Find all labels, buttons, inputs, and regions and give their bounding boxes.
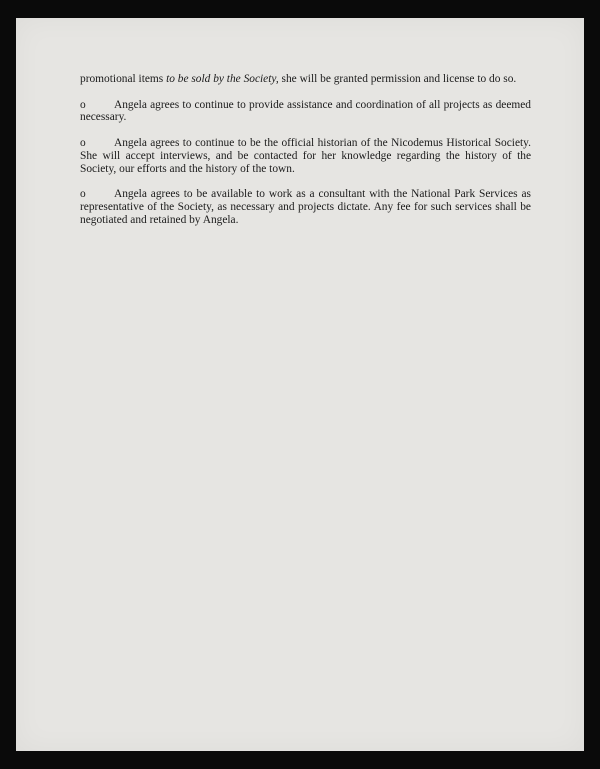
- list-item: [80, 188, 531, 226]
- bullet-marker: o: [80, 188, 86, 201]
- intro-text-start: promotional items: [80, 73, 167, 85]
- document-page: [16, 18, 584, 751]
- list-item-text: Angela agrees to continue to be the official historian of the Nicodemus Historical Society. She will accept interviews, and be contacted for her knowledge regarding the history of the Society, our efforts and the history of the town.: [80, 136, 531, 175]
- list-item: [80, 137, 531, 175]
- bullet-marker: o: [80, 136, 86, 149]
- document-body: [80, 73, 531, 239]
- intro-text-end: she will be granted permission and license to do so.: [278, 73, 517, 85]
- intro-paragraph: [80, 73, 531, 86]
- list-item-text: Angela agrees to continue to provide assistance and coordination of all projects as deemed necessary.: [80, 98, 531, 124]
- list-item-text: Angela agrees to be available to work as a consultant with the National Park Services as representative of the Society, as necessary and projects dictate. Any fee for such services shall be negotiated and retained by Angela.: [80, 188, 531, 226]
- list-item: [80, 99, 531, 125]
- bullet-marker: o: [80, 98, 86, 111]
- intro-text-italic: to be sold by the Society,: [166, 73, 279, 85]
